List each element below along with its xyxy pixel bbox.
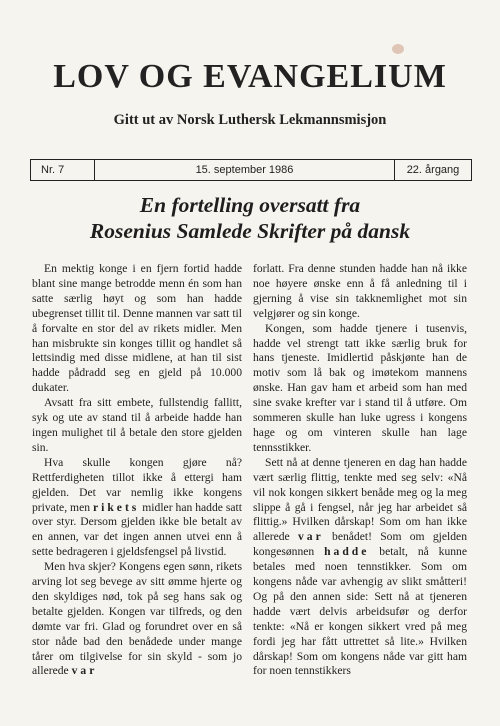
issue-volume: 22. årgang — [406, 164, 460, 176]
issue-bar — [30, 159, 472, 181]
issue-date: 15. september 1986 — [95, 160, 395, 180]
paragraph — [253, 456, 467, 680]
headline-line-2: Rosenius Samlede Skrifter på dansk — [89, 219, 411, 243]
left-column — [32, 262, 242, 679]
paragraph: forlatt. Fra denne stunden hadde han nå ikke noe høyere ønske enn å få anledning til i gjerning å vise sin takknemlighet mot sin velgjører og sin konge. — [253, 262, 467, 320]
spaced-emphasis: var — [71, 664, 98, 678]
masthead: LOV OG EVANGELIUM — [53, 58, 447, 95]
text-run: midler han hadde satt over styr. Dersom gjelden ikke ble betalt av en annen, var det ingen annen utvei enn å sette bedrageren i gjeldsfengsel på livstid. — [32, 500, 242, 559]
paragraph — [32, 456, 242, 560]
text-run: Sett nå at denne tjeneren en dag han hadde vært særlig flittig, tenkte med seg selv: «Nå vil nok kongen sikkert benåde meg og la meg slippe å gå i fengsel, når jeg har arbeidet så flittig.» Hvilken dårskap! Som om han ikke allerede — [253, 455, 467, 544]
paragraph: En mektig konge i en fjern fortid hadde blant sine mange betrodde menn én som han satte særlig høyt og som han hadde ubegrenset tillit til. Denne mannen var satt til å forvalte en stor del av rikets midler. Men han misbrukte sin konges tillit og handlet så lettsindig med disse midlene, at han til sist hadde pådradd seg en gjeld på 10.000 dukater. — [32, 262, 242, 395]
text-run: Hva skulle kongen gjøre nå? Rettferdigheten tillot ikke å ettergi ham gjelden. Det var nemlig ikke kongens private, men — [32, 455, 242, 514]
text-run: betalt, nå kunne betales med noen tennstikker. Som om kongens nåde var avhengig av slikt småtteri! Og på den annen side: Sett nå at tjeneren hadde vært delvis arbeidsufør og derfor tenkte: «Nå er kongen sikkert vred på meg fordi jeg har fått uttrettet så lite.» Hvilken dårskap! Som om kongens nåde var gitt ham for noen tennstikkers — [253, 545, 467, 678]
ink-smudge — [392, 44, 404, 54]
text-run: Men hva skjer? Kongens egen sønn, rikets arving lot seg bevege av sitt ømme hjerte og den skyldiges nød, tok på seg hans sak og betalte gjelden. Kongen var tilfreds, og den dømte var fri. Glad og forundret over en så stor nåde bad den benådede under mange tårer om tilgivelse for sin skyld - som jo allerede — [32, 560, 242, 678]
masthead-subtitle: Gitt ut av Norsk Luthersk Lekmannsmisjon — [113, 112, 387, 128]
spaced-emphasis: var — [297, 530, 324, 544]
headline-line-1: En fortelling oversatt fra — [139, 193, 361, 217]
article-headline — [0, 192, 500, 244]
spaced-emphasis: rikets — [92, 500, 140, 514]
text-run: benådet! Som om gjelden kongesønnen — [253, 530, 467, 559]
paragraph: Kongen, som hadde tjenere i tusenvis, hadde vel strengt tatt ikke særlig bruk for hans tjeneste. Imidlertid påskjønte han de motiv som lå bak og imøtekom mannens ønske. Han gav ham et arbeid som han med sine svake krefter var i stand til å utføre. Om sommeren skulle han luke ugress i kongens hage og om vinteren skulle han lage tennsstikker. — [253, 321, 467, 454]
paragraph: Avsatt fra sitt embete, fullstendig fallitt, syk og ute av stand til å arbeide hadde han ingen mulighet til å betale den store gjelden sin. — [32, 396, 242, 454]
right-column — [253, 262, 467, 679]
spaced-emphasis: hadde — [324, 545, 370, 559]
issue-number: Nr. 7 — [31, 160, 95, 180]
paragraph — [32, 560, 242, 679]
